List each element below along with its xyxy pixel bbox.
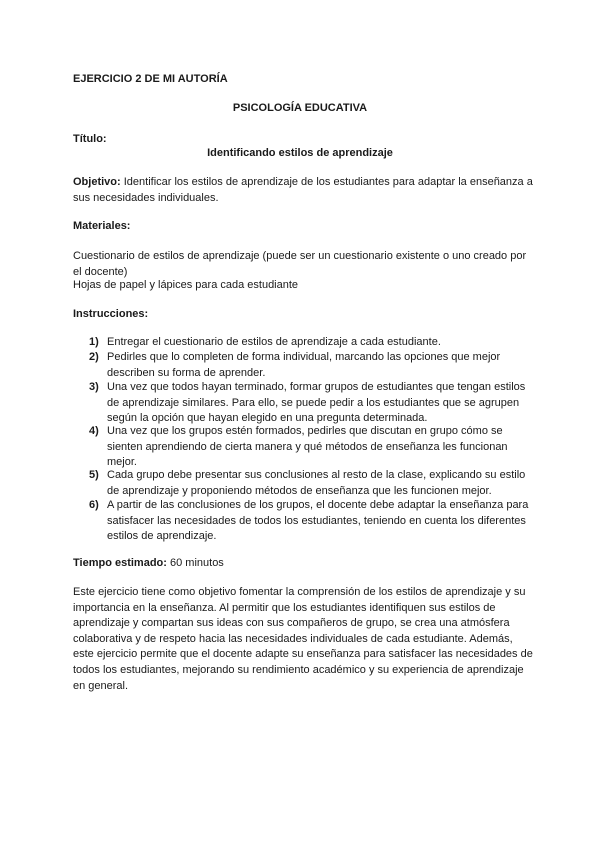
instruction-number: 2)	[89, 351, 99, 363]
objective-paragraph	[73, 175, 533, 206]
instruction-text: Una vez que todos hayan terminado, formar grupos de estudiantes que tengan estilos de aprendizaje similares. Para ello, se puede pedir a los estudiantes que se agrupen según la opción que hayan elegido en una pregunta determinada.	[107, 381, 526, 424]
materials-item: Cuestionario de estilos de aprendizaje (puede ser un cuestionario existente o uno creado por el docente)	[73, 250, 527, 278]
closing-paragraph: Este ejercicio tiene como objetivo fomentar la comprensión de los estilos de aprendizaje y su importancia en la enseñanza. Al permitir que los estudiantes identifiquen sus estilos de aprendizaje y compartan sus ideas con sus compañeros de grupo, se crea una atmósfera colaborativa y de respeto hacia las necesidades individuales de cada estudiante. Además, este ejercicio permite que el docente adapte su enseñanza para satisfacer las necesidades de todos los estudiantes, mejorando su rendimiento académico y su experiencia de aprendizaje en general.	[73, 586, 533, 692]
instruction-number: 5)	[89, 469, 99, 481]
instruction-number: 6)	[89, 499, 99, 511]
materials-item: Hojas de papel y lápices para cada estudiante	[73, 279, 299, 291]
materials-label: Materiales:	[73, 220, 131, 232]
subject-heading: PSICOLOGÍA EDUCATIVA	[232, 102, 368, 114]
time-label: Tiempo estimado:	[73, 557, 167, 569]
instructions-label: Instrucciones:	[73, 308, 149, 320]
instruction-text: Entregar el cuestionario de estilos de aprendizaje a cada estudiante.	[107, 336, 441, 348]
document-title: Identificando estilos de aprendizaje	[207, 147, 393, 159]
objective-label: Objetivo:	[73, 176, 121, 188]
instruction-number: 1)	[89, 336, 99, 348]
objective-text: Identificar los estilos de aprendizaje de los estudiantes para adaptar la enseñanza a sus necesidades individuales.	[73, 176, 533, 204]
instruction-number: 4)	[89, 425, 99, 437]
title-label: Título:	[73, 133, 107, 145]
time-value: 60 minutos	[170, 557, 224, 569]
instruction-number: 3)	[89, 381, 99, 393]
instruction-text: Pedirles que lo completen de forma individual, marcando las opciones que mejor describen su forma de aprender.	[107, 351, 501, 379]
time-estimate	[73, 556, 224, 571]
instruction-text: Una vez que los grupos estén formados, pedirles que discutan en grupo cómo se sienten aprendiendo de cierta manera y qué métodos de enseñanza les funcionan mejor.	[107, 425, 508, 468]
document-header: EJERCICIO 2 DE MI AUTORÍA	[73, 73, 228, 85]
instruction-text: Cada grupo debe presentar sus conclusiones al resto de la clase, explicando su estilo de aprendizaje y proponiendo métodos de enseñanza que les funcionen mejor.	[107, 469, 526, 497]
instruction-text: A partir de las conclusiones de los grupos, el docente debe adaptar la enseñanza para satisfacer las necesidades de todos los estudiantes, teniendo en cuenta los diferentes estilos de aprendizaje.	[107, 499, 529, 542]
